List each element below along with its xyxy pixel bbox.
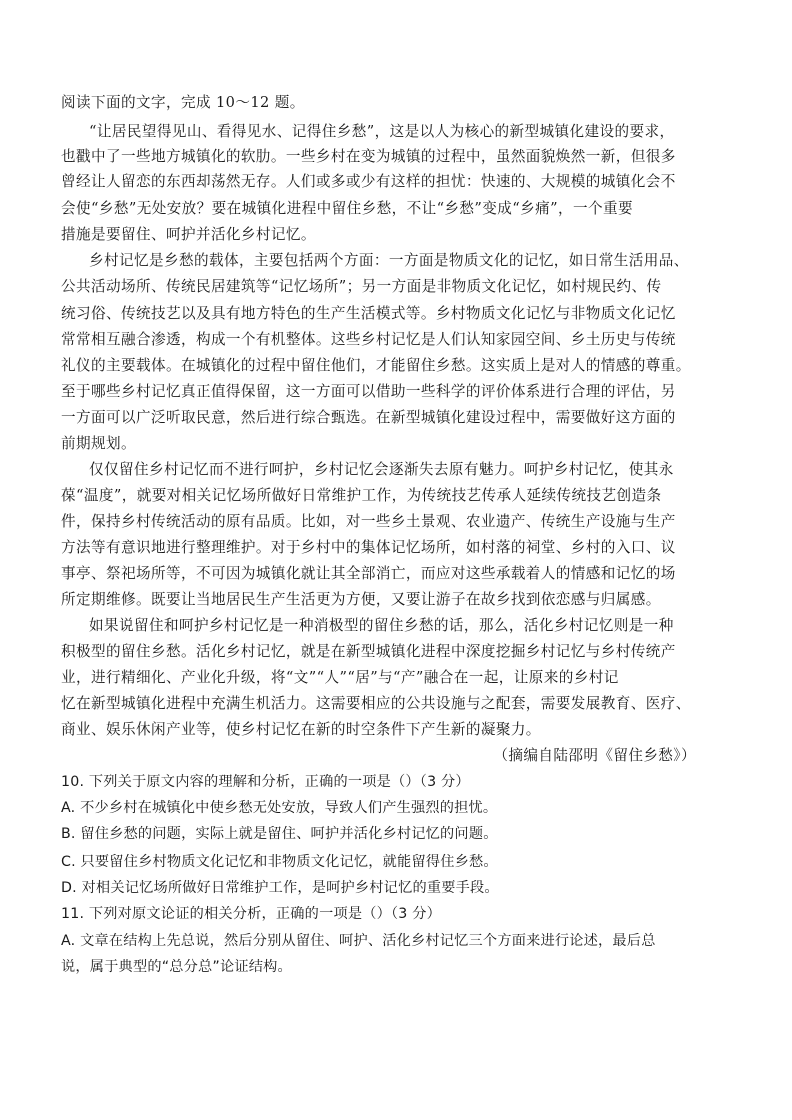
paragraph-4-line-4: 忆在新型城镇化进程中充满生机活力。这需要相应的公共设施与之配套，需要发展教育、医疗、 [61,695,691,712]
paragraph-2-line-8: 前期规划。 [61,435,136,452]
paragraph-2-line-1: 乡村记忆是乡愁的载体，主要包括两个方面：一方面是物质文化的记忆，如日常生活用品、 [89,252,689,269]
question-10-stem: 10. 下列关于原文内容的理解和分析，正确的一项是（）（3 分） [61,774,470,790]
paragraph-4-line-2: 积极型的留住乡愁。活化乡村记忆，就是在新型城镇化进程中深度挖掘乡村记忆与乡村传统产 [61,643,676,660]
paragraph-1-line-5: 措施是要留住、呵护并活化乡村记忆。 [61,226,316,243]
intro-line: 阅读下面的文字，完成 10～12 题。 [61,94,305,111]
paragraph-2-line-3: 统习俗、传统技艺以及具有地方特色的生产生活模式等。乡村物质文化记忆与非物质文化记忆 [61,305,676,322]
paragraph-1-line-4: 会使“乡愁”无处安放？要在城镇化进程中留住乡愁，不让“乡愁”变成“乡痛”，一个重要 [61,200,633,217]
paragraph-3-line-6: 所定期维修。既要让当地居民生产生活更为方便，又要让游子在故乡找到依恋感与归属感。 [61,591,661,608]
source-citation: （摘编自陆邵明《留住乡愁》） [493,747,696,764]
question-10-option-d: D. 对相关记忆场所做好日常维护工作，是呵护乡村记忆的重要手段。 [61,880,499,896]
question-10-option-c: C. 只要留住乡村物质文化记忆和非物质文化记忆，就能留得住乡愁。 [61,854,498,870]
question-11-option-a-line-2: 说，属于典型的“总分总”论证结构。 [61,959,292,975]
paragraph-3-line-3: 件，保持乡村传统活动的原有品质。比如，对一些乡土景观、农业遗产、传统生产设施与生产 [61,513,676,530]
paragraph-2-line-4: 常常相互融合渗透，构成一个有机整体。这些乡村记忆是人们认知家园空间、乡土历史与传统 [61,331,676,348]
paragraph-3-line-1: 仅仅留住乡村记忆而不进行呵护，乡村记忆会逐渐失去原有魅力。呵护乡村记忆，使其永 [89,461,674,478]
paragraph-3-line-4: 方法等有意识地进行整理维护。对于乡村中的集体记忆场所，如村落的祠堂、乡村的入口、议 [61,539,676,556]
paragraph-4-line-5: 商业、娱乐休闲产业等，使乡村记忆在新的时空条件下产生新的凝聚力。 [61,721,541,738]
paragraph-2-line-5: 礼仪的主要载体。在城镇化的过程中留住他们，才能留住乡愁。这实质上是对人的情感的尊重。 [61,357,691,374]
paragraph-1-line-2: 也戳中了一些地方城镇化的软肋。一些乡村在变为城镇的过程中，虽然面貌焕然一新，但很多 [61,148,676,165]
paragraph-2-line-2: 公共活动场所、传统民居建筑等“记忆场所”；另一方面是非物质文化记忆，如村规民约、传 [61,278,662,295]
paragraph-2-line-7: 一方面可以广泛听取民意，然后进行综合甄选。在新型城镇化建设过程中，需要做好这方面的 [61,409,676,426]
question-11-stem: 11. 下列对原文论证的相关分析，正确的一项是（）（3 分） [61,906,442,922]
paragraph-3-line-5: 事亭、祭祀场所等，不可因为城镇化就让其全部消亡，而应对这些承载着人的情感和记忆的场 [61,565,676,582]
paragraph-4-line-1: 如果说留住和呵护乡村记忆是一种消极型的留住乡愁的话，那么，活化乡村记忆则是一种 [89,617,674,634]
paragraph-1-line-3: 曾经让人留恋的东西却荡然无存。人们或多或少有这样的担忧：快速的、大规模的城镇化会不 [61,173,676,190]
paragraph-3-line-2: 葆“温度”，就要对相关记忆场所做好日常维护工作，为传统技艺传承人延续传统技艺创造条 [61,487,662,504]
question-10-option-b: B. 留住乡愁的问题，实际上就是留住、呵护并活化乡村记忆的问题。 [61,826,498,842]
paragraph-2-line-6: 至于哪些乡村记忆真正值得保留，这一方面可以借助一些科学的评价体系进行合理的评估，另 [61,383,676,400]
question-11-option-a-line-1: A. 文章在结构上先总说，然后分别从留住、呵护、活化乡村记忆三个方面来进行论述，最后总 [61,933,656,949]
paragraph-4-line-3: 业，进行精细化、产业化升级，将“文”“人”“居”与“产”融合在一起，让原来的乡村记 [61,669,619,686]
paragraph-1-line-1: “让居民望得见山、看得见水、记得住乡愁”，这是以人为核心的新型城镇化建设的要求， [89,123,675,140]
question-10-option-a: A. 不少乡村在城镇化中使乡愁无处安放，导致人们产生强烈的担忧。 [61,800,498,816]
